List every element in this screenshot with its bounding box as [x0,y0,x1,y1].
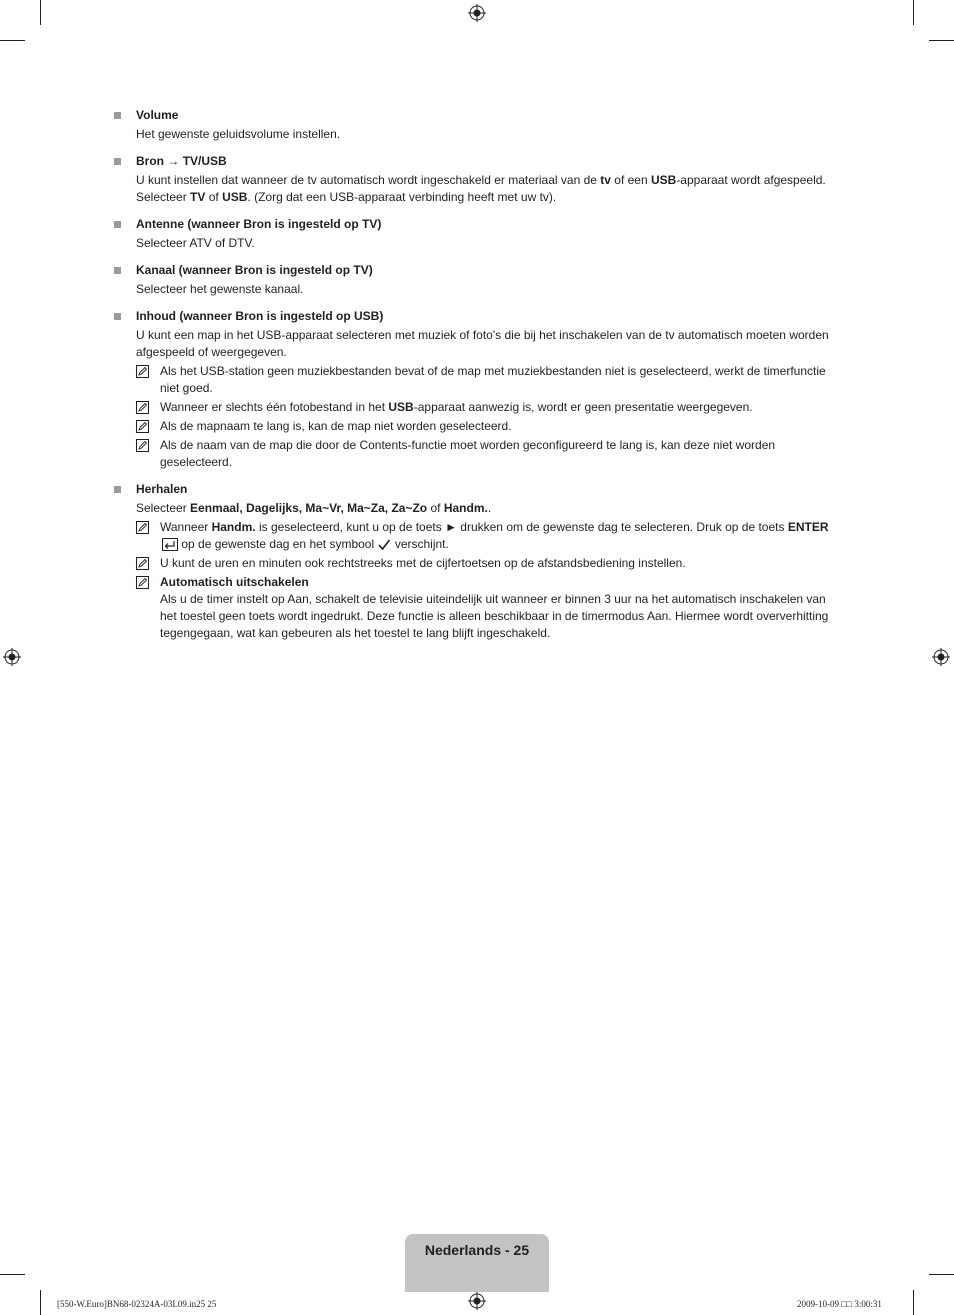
section-inhoud [113,308,843,471]
text-run: U kunt instellen dat wanneer de tv automatisch wordt ingeschakeld er materiaal van de [136,173,601,187]
bold-run: USB [650,173,677,187]
crop-mark-top-left-v [40,0,41,25]
note [136,363,843,397]
page-label: Nederlands - 25 [424,1242,530,1258]
print-slug-left: [550-W.Euro]BN68-02324A-03L09.in25 25 [57,1299,217,1309]
section-text: Het gewenste geluidsvolume instellen. [136,127,341,141]
enter-key-icon [162,538,178,551]
crop-mark-bottom-right-h [929,1274,954,1275]
section-volume [113,107,843,143]
heading-part: TV/USB [182,154,227,168]
text-run: op de gewenste dag en het symbool [178,537,378,551]
crop-mark-top-left-h [0,40,25,41]
section-text: U kunt een map in het USB-apparaat selecteren met muziek of foto's die bij het inschakelen van de tv automatisch moeten worden afgespeeld of weergegeven. [136,328,829,359]
note-text [160,399,843,416]
note [136,437,843,471]
note-text [160,519,843,553]
section-text [136,172,843,206]
page-content [113,107,843,652]
note [136,399,843,416]
section-text: Selecteer ATV of DTV. [136,236,255,250]
print-slug-right: 2009-10-09 □□ 3:00:31 [797,1299,882,1309]
heading-part: Bron [136,154,164,168]
play-arrow-icon: ► [445,520,457,534]
note [136,574,843,642]
text-run: of een [610,173,651,187]
note-pencil-icon [136,576,149,589]
note-pencil-icon [136,439,149,452]
crop-mark-top-right-v [913,0,914,25]
text-run: Wanneer [160,520,212,534]
arrow-right-icon: → [167,154,180,168]
section-heading [136,153,843,170]
text-run: -apparaat aanwezig is, wordt er geen presentatie weergegeven. [413,400,753,414]
section-heading: Herhalen [136,482,188,496]
square-bullet-icon [114,313,121,320]
note [136,555,843,572]
registration-mark-icon [468,4,486,22]
registration-mark-icon [468,1292,486,1310]
section-heading: Kanaal (wanneer Bron is ingesteld op TV) [136,263,373,277]
note-pencil-icon [136,420,149,433]
bold-run: USB [388,400,414,414]
crop-mark-top-right-h [929,40,954,41]
text-run: is geselecteerd, kunt u op de toets [255,520,446,534]
text-run: . [487,501,492,515]
note-text: Als u de timer instelt op Aan, schakelt de televisie uiteindelijk uit wanneer er binnen 3 uur na het automatisch inschakelen van het toestel geen toets wordt ingedrukt. Deze functie is alleen beschikbaar in de timermodus Aan. Hiermee wordt oververhitting tegengegaan, wat kan gebeuren als het toestel te lang blijft ingeschakeld. [160,592,829,640]
text-run: verschijnt. [391,537,449,551]
square-bullet-icon [114,112,121,119]
square-bullet-icon [114,486,121,493]
note-text: Als de naam van de map die door de Contents-functie moet worden geconfigureerd te lang is, kan deze niet worden geselecteerd. [160,438,776,469]
section-kanaal [113,262,843,298]
square-bullet-icon [114,267,121,274]
square-bullet-icon [114,158,121,165]
note [136,519,843,553]
section-herhalen [113,481,843,642]
text-run: Wanneer er slechts één fotobestand in het [160,400,389,414]
text-run: of [205,190,223,204]
note-text: Als de mapnaam te lang is, kan de map niet worden geselecteerd. [160,419,512,433]
section-text [136,500,843,517]
text-run: Selecteer [136,501,191,515]
note-pencil-icon [136,401,149,414]
bold-run: TV [190,190,206,204]
section-heading: Inhoud (wanneer Bron is ingesteld op USB) [136,309,384,323]
text-run: . (Zorg dat een USB-apparaat verbinding heeft met uw tv). [247,190,557,204]
crop-mark-bottom-left-h [0,1274,25,1275]
text-run: drukken om de gewenste dag te selecteren. Druk op de toets [456,520,788,534]
registration-mark-icon [3,648,21,666]
note-pencil-icon [136,557,149,570]
section-antenne [113,216,843,252]
note-pencil-icon [136,365,149,378]
bold-run: USB [222,190,248,204]
text-run: -apparaat wordt afgespeeld. Selecteer [136,173,826,204]
section-heading: Volume [136,108,179,122]
note [136,418,843,435]
crop-mark-bottom-left-v [40,1290,41,1315]
section-bron [113,153,843,206]
section-heading: Antenne (wanneer Bron is ingesteld op TV) [136,217,382,231]
registration-mark-icon [932,648,950,666]
note-text: U kunt de uren en minuten ook rechtstreeks met de cijfertoetsen op de afstandsbediening instellen. [160,556,686,570]
page-number-tab [405,1234,549,1292]
crop-mark-bottom-right-v [913,1290,914,1315]
section-text: Selecteer het gewenste kanaal. [136,282,304,296]
bold-run: ENTER [787,520,829,534]
bold-run: Handm. [443,501,488,515]
text-run: of [427,501,444,515]
bold-run: Eenmaal, Dagelijks, Ma~Vr, Ma~Za, Za~Zo [190,501,428,515]
note-heading: Automatisch uitschakelen [160,575,309,589]
checkmark-icon [377,538,391,551]
bold-run: tv [600,173,611,187]
square-bullet-icon [114,221,121,228]
note-text: Als het USB-station geen muziekbestanden bevat of de map met muziekbestanden niet is geselecteerd, werkt de timerfunctie niet goed. [160,364,826,395]
bold-run: Handm. [211,520,256,534]
note-pencil-icon [136,521,149,534]
